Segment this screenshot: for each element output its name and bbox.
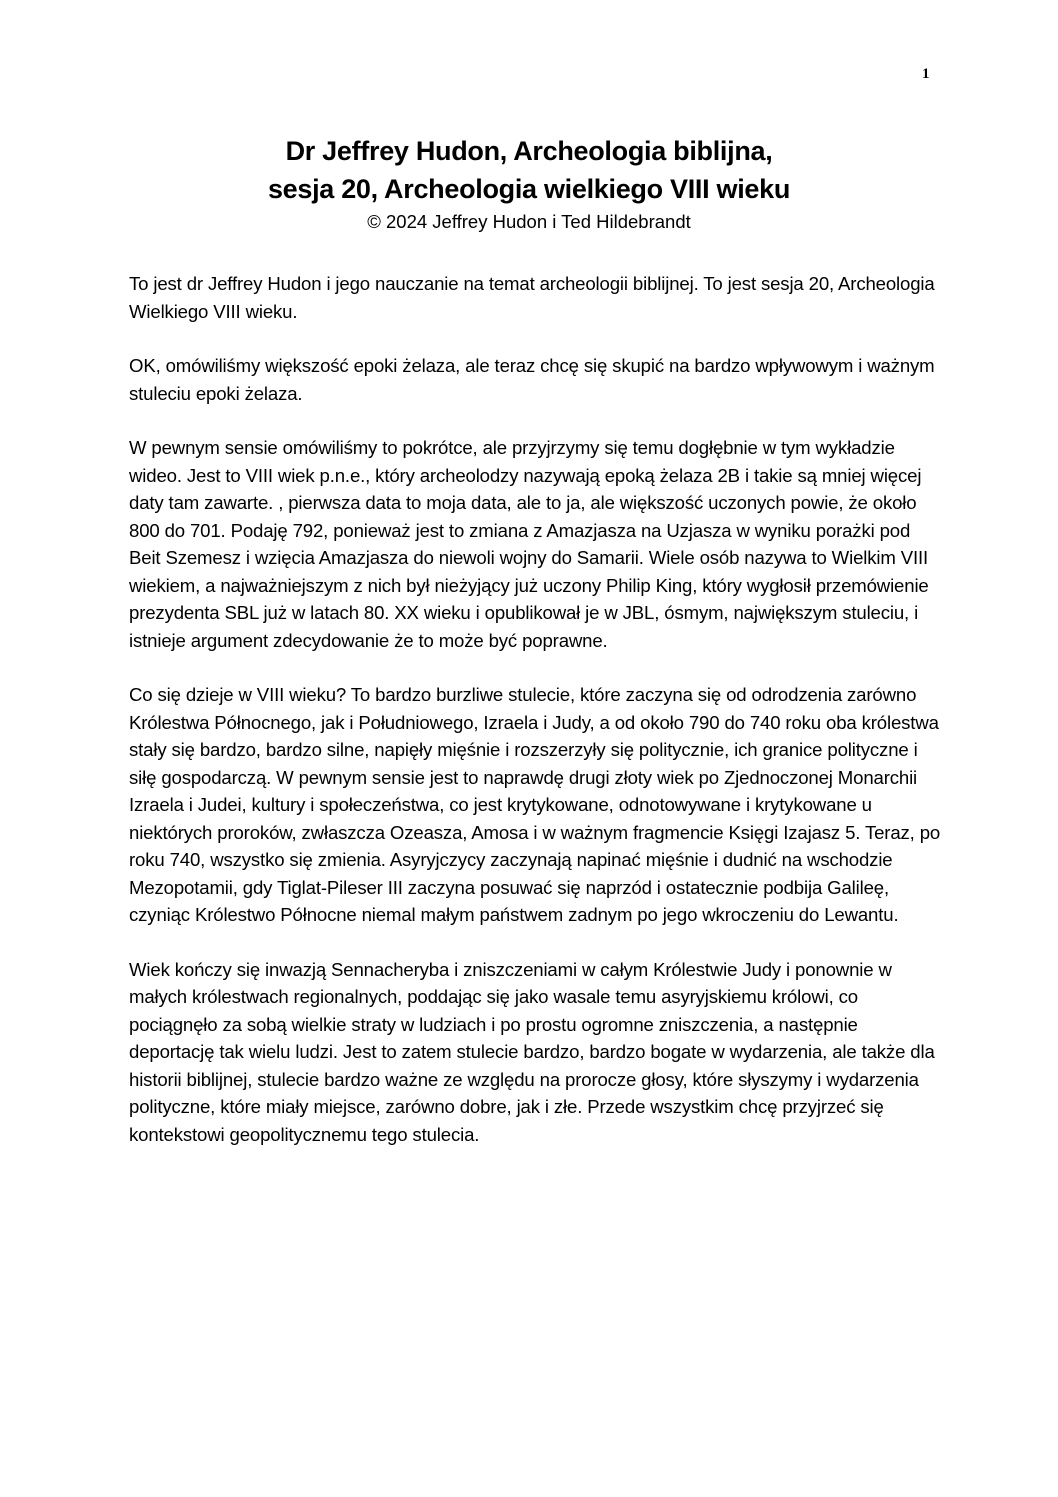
document-title-line-2: sesja 20, Archeologia wielkiego VIII wieku [267,174,791,204]
document-body [129,270,941,1175]
title-block [80,132,978,236]
paragraph-4: Co się dzieje w VIII wieku? To bardzo burzliwe stulecie, które zaczyna się od odrodzenia zarówno Królestwa Północnego, jak i Południowego, Izraela i Judy, a od około 790 do 740 roku oba królestwa stały się bardzo, bardzo silne, napięły mięśnie i rozszerzyły się politycznie, ich granice polityczne i siłę gospodarczą. W pewnym sensie jest to naprawdę drugi złoty wiek po Zjednoczonej Monarchii Izraela i Judei, kultury i społeczeństwa, co jest krytykowane, odnotowywane i krytykowane u niektórych proroków, zwłaszcza Ozeasza, Amosa i w ważnym fragmencie Księgi Izajasz 5. Teraz, po roku 740, wszystko się zmienia. Asyryjczycy zaczynają napinać mięśnie i dudnić na wschodzie Mezopotamii, gdy Tiglat-Pileser III zaczyna posuwać się naprzód i ostatecznie podbija Galileę, czyniąc Królestwo Północne niemal małym państwem zadnym po jego wkroczeniu do Lewantu. [129,684,941,925]
document-title-line-1: Dr Jeffrey Hudon, Archeologia biblijna, [285,136,773,166]
paragraph-5: Wiek kończy się inwazją Sennacheryba i zniszczeniami w całym Królestwie Judy i ponownie w małych królestwach regionalnych, poddając się jako wasale temu asyryjskiemu królowi, co pociągnęło za sobą wielkie straty w ludziach i po prostu ogromne zniszczenia, a następnie deportację tak wielu ludzi. Jest to zatem stulecie bardzo, bardzo bogate w wydarzenia, ale także dla historii biblijnej, stulecie bardzo ważne ze względu na prorocze głosy, które słyszymy i wydarzenia polityczne, które miały miejsce, zarówno dobre, jak i złe. Przede wszystkim chcę przyjrzeć się kontekstowi geopolitycznemu tego stulecia. [129,958,935,1145]
paragraph-3: W pewnym sensie omówiliśmy to pokrótce, ale przyjrzymy się temu dogłębnie w tym wykładzie wideo. Jest to VIII wiek p.n.e., który archeolodzy nazywają epoką żelaza 2B i takie są mniej więcej daty tam zawarte. , pierwsza data to moja data, ale to ja, ale większość uczonych powie, że około 800 do 701. Podaję 792, ponieważ jest to zmiana z Amazjasza na Uzjasza w wyniku porażki pod Beit Szemesz i wzięcia Amazjasza do niewoli wojny do Samarii. Wiele osób nazywa to Wielkim VIII wiekiem, a najważniejszym z nich był nieżyjący już uczony Philip King, który wygłosił przemówienie prezydenta SBL już w latach 80. XX wieku i opublikował je w JBL, ósmym, największym stuleciu, i istnieje argument zdecydowanie że to może być poprawne. [129,437,929,651]
paragraph-1: To jest dr Jeffrey Hudon i jego nauczanie na temat archeologii biblijnej. To jest sesja 20, Archeologia Wielkiego VIII wieku. [129,273,935,322]
page-number: 1 [922,66,930,82]
copyright-notice: © 2024 Jeffrey Hudon i Ted Hildebrandt [367,211,691,232]
paragraph-2: OK, omówiliśmy większość epoki żelaza, ale teraz chcę się skupić na bardzo wpływowym i ważnym stuleciu epoki żelaza. [129,355,935,404]
